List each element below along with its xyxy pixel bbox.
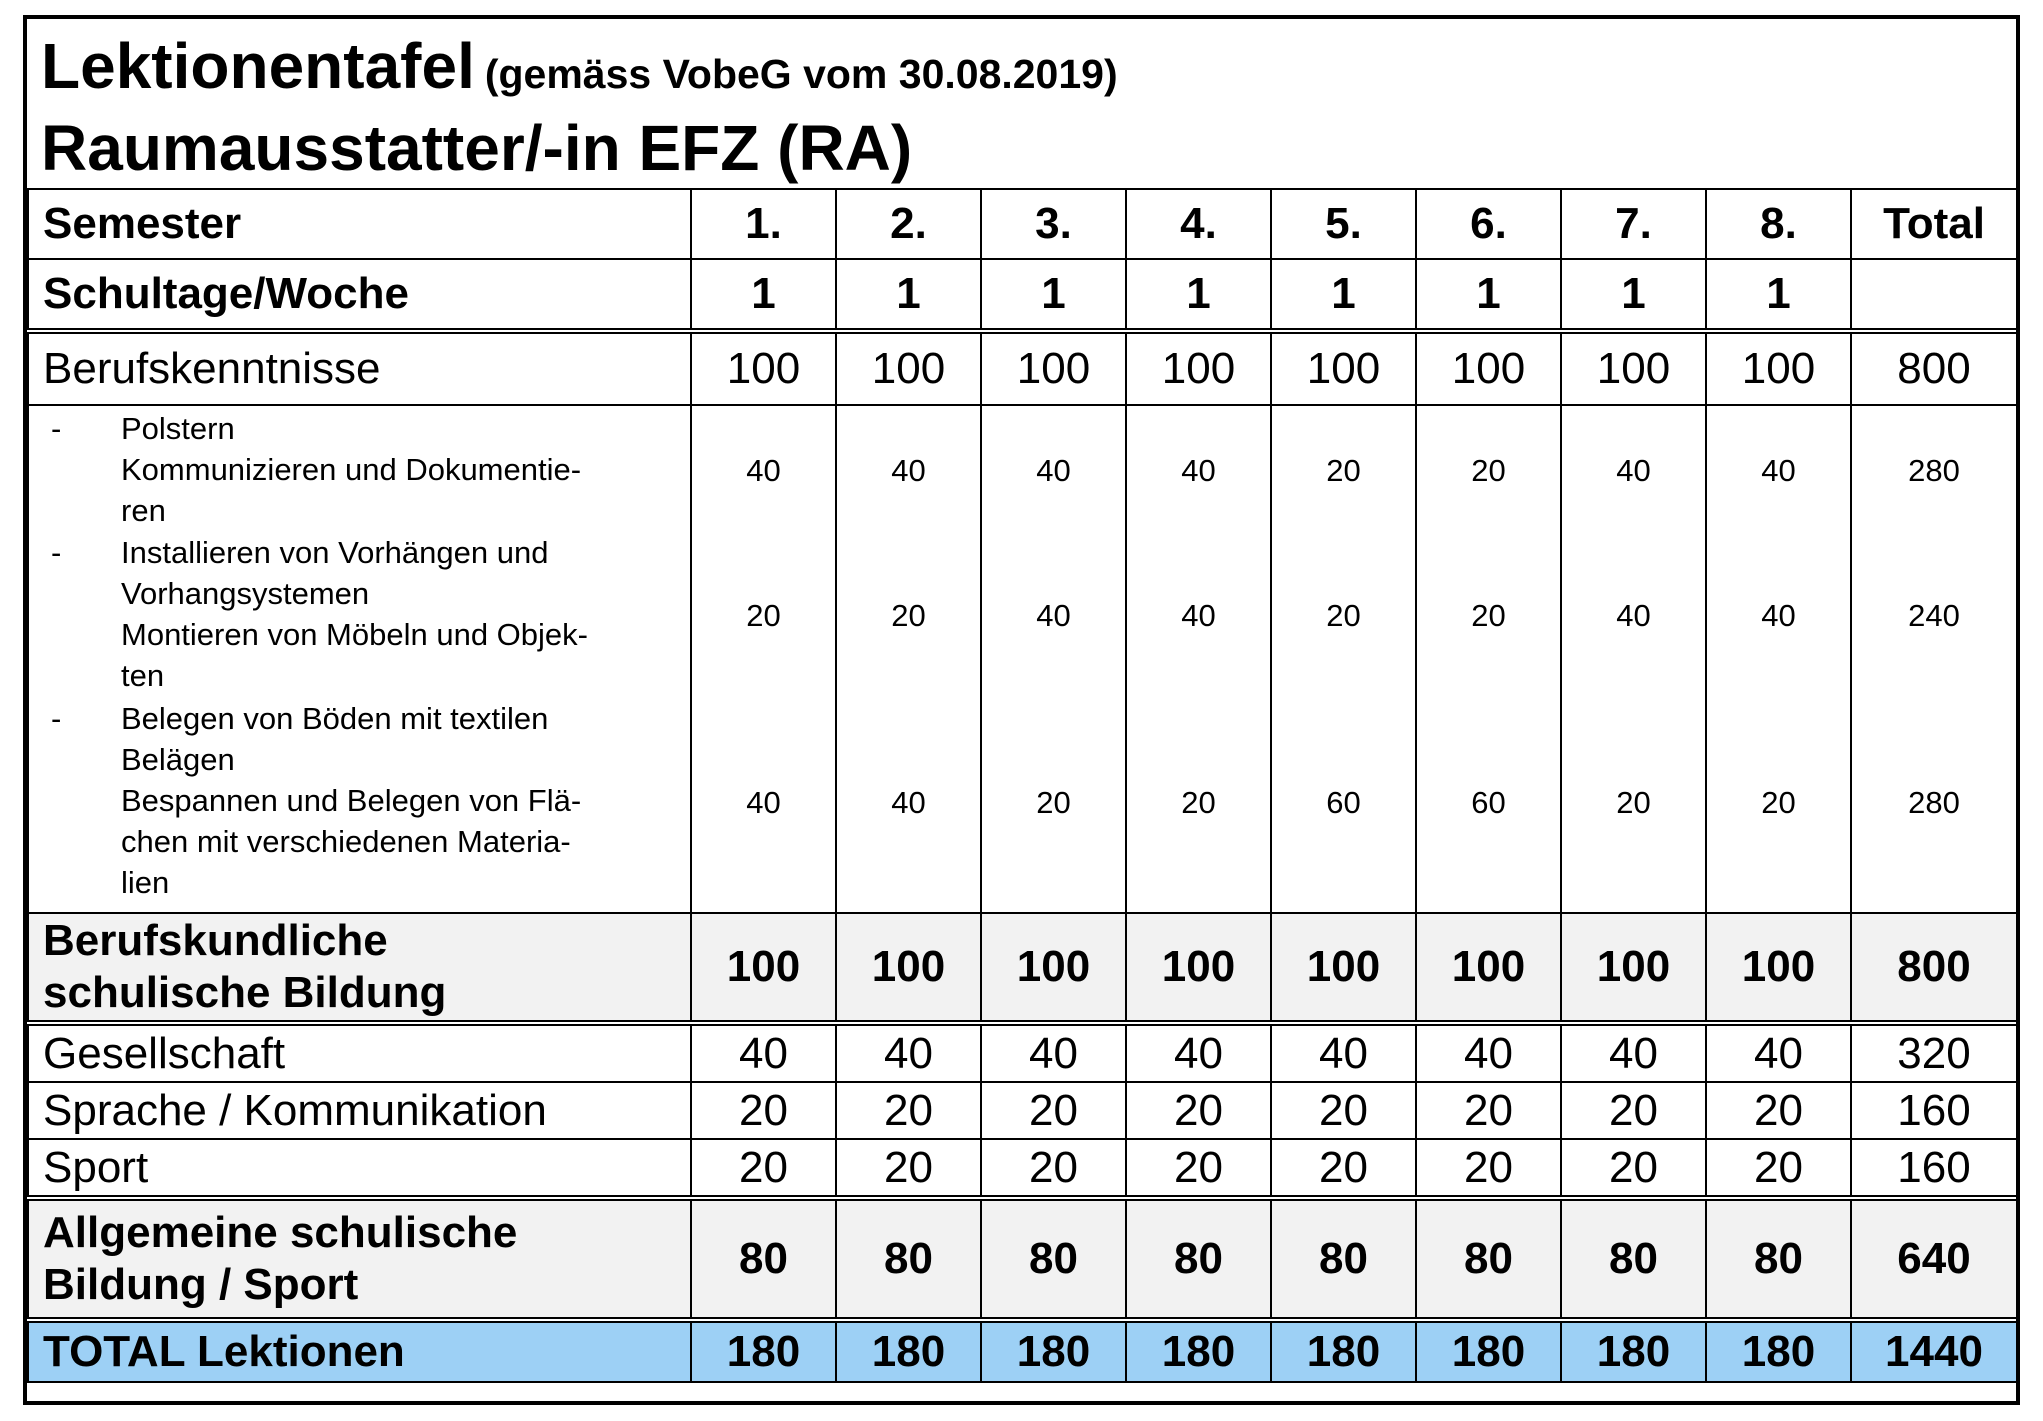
bullet-dash (43, 821, 121, 862)
berufskundlich-subtotal-row (28, 913, 2017, 1023)
label-line: Bildung / Sport (43, 1260, 359, 1309)
semester-number: 3. (981, 189, 1126, 259)
value-cell: 20 (1416, 1082, 1561, 1139)
bullet-dash: - (51, 411, 62, 446)
detail-text: Installieren von Vorhängen und (121, 535, 549, 570)
value-cell: 1 (836, 259, 981, 331)
value-cell: 180 (1561, 1320, 1706, 1382)
label-line: schulische Bildung (43, 968, 447, 1017)
detail-line (43, 408, 690, 449)
row-label: Berufskenntnisse (28, 331, 691, 405)
value-cell: 100 (836, 331, 981, 405)
bullet-dash (43, 573, 121, 614)
value-cell: 40 (836, 1023, 981, 1082)
detail-total: 280 (1908, 452, 1960, 488)
semester-number: 6. (1416, 189, 1561, 259)
detail-value: 40 (1036, 452, 1071, 488)
value-cell: 20 (1416, 1139, 1561, 1198)
value-cell: 40 (1126, 1023, 1271, 1082)
detail-value: 20 (1471, 452, 1506, 488)
detail-text: Polstern (121, 411, 235, 446)
semester-number: 7. (1561, 189, 1706, 259)
value-cell: 20 (981, 1082, 1126, 1139)
detail-value: 40 (1616, 597, 1651, 633)
total-cell: 160 (1851, 1082, 2017, 1139)
detail-value: 20 (746, 597, 781, 633)
total-label: TOTAL Lektionen (28, 1320, 691, 1382)
value-cell: 20 (1561, 1082, 1706, 1139)
detail-text: lien (121, 865, 170, 900)
total-cell: 800 (1851, 913, 2017, 1023)
bullet-dash: - (51, 535, 62, 570)
detail-labels (28, 405, 691, 913)
value-cell: 1 (1561, 259, 1706, 331)
value-cell: 180 (981, 1320, 1126, 1382)
detail-value: 40 (1036, 597, 1071, 633)
value-cell: 100 (1416, 913, 1561, 1023)
semester-label: Semester (28, 189, 691, 259)
lesson-table (27, 188, 2018, 1383)
value-cell: 40 (1271, 1023, 1416, 1082)
detail-line (43, 739, 690, 780)
value-cell: 20 (1271, 1139, 1416, 1198)
detail-line (43, 573, 690, 614)
detail-value-column (1271, 405, 1416, 913)
bullet-dash (43, 655, 121, 696)
general-subject-row (28, 1139, 2017, 1198)
value-cell: 80 (1126, 1198, 1271, 1320)
general-subject-row (28, 1023, 2017, 1082)
detail-value-column (691, 405, 836, 913)
value-cell: 180 (1271, 1320, 1416, 1382)
detail-line (43, 780, 690, 821)
value-cell: 20 (1126, 1139, 1271, 1198)
title-subtitle: (gemäss VobeG vom 30.08.2019) (484, 51, 1118, 97)
value-cell: 80 (1416, 1198, 1561, 1320)
label-line: Allgemeine schulische (43, 1208, 518, 1257)
detail-line (43, 614, 690, 655)
value-cell: 20 (1706, 1139, 1851, 1198)
value-cell: 1 (1416, 259, 1561, 331)
value-cell: 100 (1561, 331, 1706, 405)
detail-line (43, 490, 690, 531)
detail-value-column (981, 405, 1126, 913)
value-cell: 80 (981, 1198, 1126, 1320)
detail-value: 40 (746, 452, 781, 488)
value-cell: 80 (1271, 1198, 1416, 1320)
lesson-table-document (23, 15, 2020, 1405)
detail-value-column (1706, 405, 1851, 913)
value-cell: 100 (981, 913, 1126, 1023)
value-cell: 20 (1706, 1082, 1851, 1139)
value-cell: 80 (1706, 1198, 1851, 1320)
total-cell: 1440 (1851, 1320, 2017, 1382)
bullet-dash (43, 614, 121, 655)
row-label: Sprache / Kommunikation (28, 1082, 691, 1139)
detail-value: 40 (1181, 597, 1216, 633)
value-cell: 40 (1561, 1023, 1706, 1082)
semester-number: 4. (1126, 189, 1271, 259)
value-cell: 100 (691, 913, 836, 1023)
detail-value: 20 (1761, 784, 1796, 820)
bullet-dash (43, 862, 121, 903)
title-block (27, 19, 2016, 188)
total-cell: 160 (1851, 1139, 2017, 1198)
value-cell: 100 (1706, 913, 1851, 1023)
allgemein-subtotal-row (28, 1198, 2017, 1320)
detail-line (43, 532, 690, 573)
value-cell: 100 (1271, 913, 1416, 1023)
detail-text: chen mit verschiedenen Materia- (121, 824, 571, 859)
detail-value: 40 (1181, 452, 1216, 488)
bullet-dash: - (51, 701, 62, 736)
total-cell: 320 (1851, 1023, 2017, 1082)
total-cell: 640 (1851, 1198, 2017, 1320)
value-cell: 1 (1126, 259, 1271, 331)
detail-value-column (836, 405, 981, 913)
detail-text: Belegen von Böden mit textilen (121, 701, 549, 736)
value-cell: 1 (691, 259, 836, 331)
detail-value: 20 (1036, 784, 1071, 820)
value-cell: 20 (1126, 1082, 1271, 1139)
detail-line (43, 862, 690, 903)
value-cell: 20 (691, 1139, 836, 1198)
value-cell: 100 (981, 331, 1126, 405)
bullet-dash (43, 449, 121, 490)
berufskenntnisse-row (28, 331, 2017, 405)
bullet-dash (43, 739, 121, 780)
detail-value: 40 (1761, 597, 1796, 633)
value-cell: 20 (981, 1139, 1126, 1198)
detail-value-column (1561, 405, 1706, 913)
detail-line (43, 655, 690, 696)
total-header: Total (1851, 189, 2017, 259)
value-cell: 100 (1126, 331, 1271, 405)
detail-row (28, 405, 2017, 913)
detail-value: 20 (1471, 597, 1506, 633)
value-cell: 20 (691, 1082, 836, 1139)
detail-value-column (1416, 405, 1561, 913)
detail-total-column (1851, 405, 2017, 913)
detail-group (43, 408, 690, 532)
value-cell: 100 (691, 331, 836, 405)
row-label: Sport (28, 1139, 691, 1198)
detail-text: Kommunizieren und Dokumentie- (121, 452, 582, 487)
detail-value: 40 (1761, 452, 1796, 488)
value-cell: 100 (1706, 331, 1851, 405)
subtotal-label (28, 1198, 691, 1320)
detail-text: ten (121, 658, 165, 693)
total-cell: 800 (1851, 331, 2017, 405)
semester-number: 8. (1706, 189, 1851, 259)
detail-value: 20 (891, 597, 926, 633)
value-cell: 40 (1706, 1023, 1851, 1082)
general-subject-row (28, 1082, 2017, 1139)
value-cell: 80 (691, 1198, 836, 1320)
value-cell: 20 (836, 1139, 981, 1198)
value-cell: 180 (1416, 1320, 1561, 1382)
semester-number: 5. (1271, 189, 1416, 259)
semester-header-row (28, 189, 2017, 259)
detail-value: 60 (1471, 784, 1506, 820)
value-cell: 40 (1416, 1023, 1561, 1082)
detail-value-column (1126, 405, 1271, 913)
detail-text: Bespannen und Belegen von Flä- (121, 783, 582, 818)
detail-value: 40 (891, 452, 926, 488)
value-cell: 180 (691, 1320, 836, 1382)
value-cell: 180 (1706, 1320, 1851, 1382)
value-cell: 1 (1271, 259, 1416, 331)
value-cell: 100 (1561, 913, 1706, 1023)
bullet-dash (43, 490, 121, 531)
grand-total-row (28, 1320, 2017, 1382)
detail-value: 20 (1326, 597, 1361, 633)
bullet-dash (43, 780, 121, 821)
detail-total: 280 (1908, 784, 1960, 820)
value-cell: 100 (1416, 331, 1561, 405)
total-cell (1851, 259, 2017, 331)
profession-title: Raumausstatter/-in EFZ (RA) (41, 112, 913, 184)
value-cell: 80 (1561, 1198, 1706, 1320)
value-cell: 40 (691, 1023, 836, 1082)
subtotal-label (28, 913, 691, 1023)
label-line: Berufskundliche (43, 916, 388, 965)
semester-number: 2. (836, 189, 981, 259)
semester-number: 1. (691, 189, 836, 259)
value-cell: 80 (836, 1198, 981, 1320)
row-label: Gesellschaft (28, 1023, 691, 1082)
school-days-row (28, 259, 2017, 331)
value-cell: 100 (836, 913, 981, 1023)
detail-value: 20 (1326, 452, 1361, 488)
value-cell: 1 (981, 259, 1126, 331)
detail-line (43, 821, 690, 862)
detail-line (43, 449, 690, 490)
detail-text: Belägen (121, 742, 235, 777)
value-cell: 100 (1126, 913, 1271, 1023)
value-cell: 1 (1706, 259, 1851, 331)
value-cell: 180 (1126, 1320, 1271, 1382)
detail-line (43, 698, 690, 739)
document-title (41, 31, 1118, 109)
detail-value: 40 (1616, 452, 1651, 488)
detail-text: Vorhangsystemen (121, 576, 370, 611)
value-cell: 20 (836, 1082, 981, 1139)
value-cell: 100 (1271, 331, 1416, 405)
detail-group (43, 698, 690, 906)
detail-value: 20 (1616, 784, 1651, 820)
days-label: Schultage/Woche (28, 259, 691, 331)
detail-text: ren (121, 493, 166, 528)
value-cell: 20 (1561, 1139, 1706, 1198)
value-cell: 40 (981, 1023, 1126, 1082)
detail-value: 40 (746, 784, 781, 820)
detail-value: 60 (1326, 784, 1361, 820)
detail-value: 40 (891, 784, 926, 820)
title-main: Lektionentafel (41, 30, 475, 102)
value-cell: 180 (836, 1320, 981, 1382)
detail-text: Montieren von Möbeln und Objek- (121, 617, 588, 652)
detail-value: 20 (1181, 784, 1216, 820)
detail-group (43, 532, 690, 698)
detail-total: 240 (1908, 597, 1960, 633)
value-cell: 20 (1271, 1082, 1416, 1139)
